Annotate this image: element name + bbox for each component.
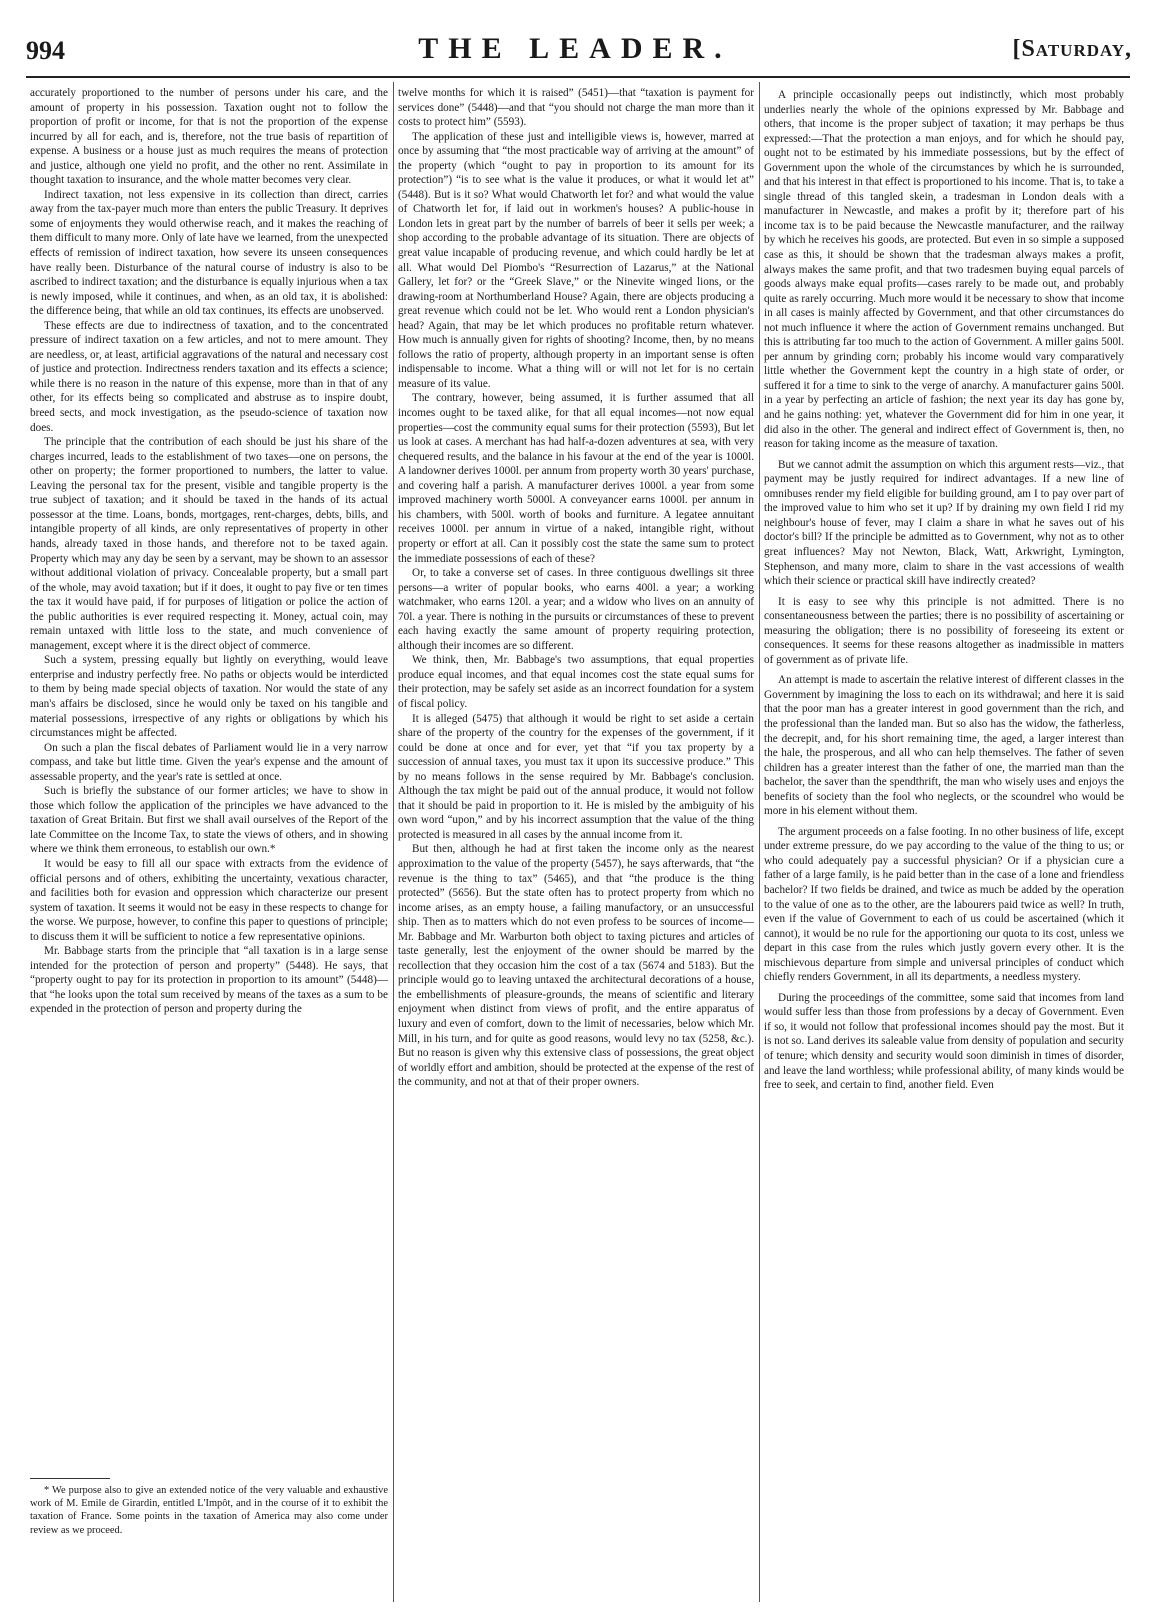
column-divider-2 <box>759 82 760 1602</box>
column-3-paragraph: During the proceedings of the committee, some said that incomes from land would suffer less than those from professions by a decay of Government. Even if so, it would not follow that professional incomes should pay the most. But it is not so. Land derives its saleable value from density of population and security of tenure; which density and security would soon diminish in times of disorder, and leave the land worthless; while professional ability, of many kinds would be free to seek, and certain to find, another field. Even <box>764 991 1124 1092</box>
column-1-paragraph: Such a system, pressing equally but lightly on everything, would leave enterprise and industry perfectly free. No paths or objects would be interdicted to them by being made special objects of taxation. Nor would the state of any man's affairs be disclosed, since he would only be taxed on his tangible and material possessions, irrespective of any rights or obligations by which his circumstances might be affected. <box>30 654 388 740</box>
footnote-text: * We purpose also to give an extended notice of the very valuable and exhaustive work of M. Emile de Girardin, entitled L'Impôt, and in the course of it to exhibit the taxation of France. Some points in the taxation of America may also come under review as we proceed. <box>30 1485 388 1536</box>
column-1-paragraph: The principle that the contribution of each should be just his share of the charges incurred, leads to the establishment of two taxes—one on persons, the other on property; the former proportioned to numbers, the latter to value. Leaving the personal tax for the present, visible and tangible property is the true subject of taxation; and it should be taxed in the hands of its actual possessor at the time. Loans, bonds, mortgages, rent-charges, debts, bills, and intangible property of all kinds, are only representatives of property in other hands, already taxed in those hands, and therefore not to be taxed again. Property which may any day be seen by a servant, may be shown to an assessor without additional violation of privacy. Concealable property, but a small part of the whole, may avoid taxation; but if it does, it ought to pay five or ten times the tax it would have paid, if for purposes of litigation or police the action of the public authorities is ever required respecting it. Money, actual coin, may remain untaxed with little loss to the state, and much convenience of management, except where it is the direct object of commerce. <box>30 436 388 652</box>
masthead-rule <box>26 76 1130 78</box>
column-1-paragraph: accurately proportioned to the number of persons under his care, and the amount of property in his possession. Taxation ought not to follow the proportion of profit or income, for that is not the proportion of the expense incurred by all for each, and is, therefore, not the true basis of repartition of expense. A business or a house just as much requires the means of protection and justice, although one yield no profit, and the other no rent. Assimilate in thought taxation to insurance, and the whole matter becomes very clear. <box>30 87 388 187</box>
page-number: 994 <box>26 36 65 65</box>
column-1-paragraph: Indirect taxation, not less expensive in its collection than direct, carries away from the tax-payer much more than enters the public Treasury. It deprives some of enjoyments they would otherwise reach, and it makes the reaching of them difficult to many more. Only of late have we learned, from the unexpected effects of remission of indirect taxation, how severe its unseen consequences have really been. Disturbance of the natural course of industry is also to be ascribed to indirect taxation; and the disturbance is equally injurious when a tax is newly imposed, while it continues, and when, as an old tax, it is abolished: the difference being, that while an old tax continues, its effects are unobserved. <box>30 188 388 318</box>
column-1-paragraph: Such is briefly the substance of our former articles; we have to show in those which follow the application of the principles we have advanced to the taxation of Great Britain. But first we shall avail ourselves of the Report of the late Committee on the Income Tax, to state the views of others, and in showing where we think them erroneous, to establish our own.* <box>30 785 388 856</box>
column-3-paragraph: But we cannot admit the assumption on which this argument rests—viz., that payment may be justly required for indirect advantages. If a new line of omnibuses render my field eligible for building ground, am I to pay over part of the improved value to him who set it up? If by draining my own field I rid my neighbour's house of fever, may I claim a share in what he saves out of his doctor's bill? If the principle be admitted as to Government, why not as to other great influences? May not Newton, Black, Watt, Arkwright, Lymington, Stephenson, and many more, claim to share in the vast accessions of wealth which their science or practical skill have indirectly created? <box>764 458 1124 588</box>
column-3-paragraph: An attempt is made to ascertain the relative interest of different classes in the Government by imagining the loss to each on its withdrawal; and here it is said that the poor man has a greater interest in good government than the rich, and the professional than the landed man. But so also has the widow, the fatherless, the decrepit, and, for his short remaining time, the aged, a larger interest than the hale, the prosperous, and all who can help themselves. The father of seven children has a greater interest than the father of one, the married man than the bachelor, the saver than the spendthrift, the man who wisely uses and enjoys the benefits of society than the fool who neglects, or the scoundrel who would be more in his element without them. <box>764 674 1124 818</box>
column-1-paragraph: These effects are due to indirectness of taxation, and to the concentrated pressure of indirect taxation on a few articles, and not to mere amount. They are needless, or, at least, artificial aggravations of the natural and necessary cost of justice and protection. Indirectness renders taxation and its effects a science; while there is no reason in the nature of this expense, more than in that of any other, for its effects being so complicated and abstruse as to inspire doubt, breed sects, and mock investigation, as the pseudo-science of taxation now does. <box>30 319 388 434</box>
column-1-paragraph: On such a plan the fiscal debates of Parliament would lie in a very narrow compass, and take but little time. Given the year's expense and the amount of assessable property, and the year's rate is settled at once. <box>30 741 388 783</box>
column-3-paragraph: It is easy to see why this principle is not admitted. There is no consentaneousness between the parties; there is no possibility of ascertaining or measuring the obligation; there is no possibility of foreseeing its extent or consequences. It seems for these reasons altogether as inadmissible in matters of government as of private life. <box>764 595 1124 666</box>
column-2-paragraph: But then, although he had at first taken the income only as the nearest approximation to the value of the property (5457), he says afterwards, that “the revenue is the thing to tax” (5465), and that “the produce is the thing protected” (5656). But the state often has to protect property from which no income arises, as an empty house, a failing manufactory, or an unsuccessful ship. Then as to matters which do not even profess to be sources of income—Mr. Babbage and Mr. Warburton both object to taxing pictures and articles of taste generally, lest the enjoyment of the owner should be marred by the recollection that they occasion him the cost of a tax (5674 and 5183). But the principle would go to leaving untaxed the architectural decorations of a house, the embellishments of pleasure-grounds, the means of scientific and literary enjoyment when distinct from views of profit, and the entire apparatus of luxury and even of comfort, down to the limit of necessaries, below which Mr. Mill, in his turn, and for quite as good reasons, would levy no tax (5258, &c.). But no reason is given why this extensive class of possessions, the great object of worldly effort and ambition, should be protected at the expense of the rest of the community, and not at that of their proper owners. <box>398 843 754 1089</box>
column-3-paragraph: The argument proceeds on a false footing. In no other business of life, except under extreme pressure, do we pay according to the value of the thing to us; or who could adequately pay a successful physician? Or if a physician cure a father of a large family, is he paid better than in the case of a lone and friendless bachelor? If two fields be drained, and twice as much be added by the operation to the value of one as to the other, are the labourers paid twice as well? In truth, even if the value of Government to each of us could be ascertained (which it cannot), it would be no rule for the apportioning our quota to its cost, unless we depart in this case from the rules which justly govern every other. It is the mischievous departure from simple and universal principles of conduct which chiefly renders Government, in all its departments, a needless mystery. <box>764 825 1124 984</box>
column-2-paragraph: twelve months for which it is raised” (5451)—that “taxation is payment for services done” (5448)—and that “you should not charge the man more than it costs to protect him” (5593). <box>398 87 754 129</box>
column-divider-1 <box>393 82 394 1602</box>
column-2-paragraph: The application of these just and intelligible views is, however, marred at once by assuming that “the most practicable way of arriving at the amount” of the property (which “ought to pay in proportion to its amount for its protection”) “is to see what is the value it produces, or what it would let at” (5448). But is it so? What would Chatworth let for? and what would the value of Chatworth let for, if laid out in workmen's houses? A public-house in London lets in great part by the number of barrels of beer it sells per week; a shop according to the probable advantage of its situation. There are objects of great value incapable of producing revenue, and which could hardly be let at all. What would Del Piombo's “Resurrection of Lazarus,” at the National Gallery, let for? or the “Greek Slave,” or the Ninevite winged lions, or the drawing-room at Northumberland House? Again, there are objects producing a great revenue which could not be let. Who would rent a London physician's head? Again, that may be let which produces no profitable return whatever. How much is annually given for rights of shooting? Income, then, by no means follows the ratio of property, although property in an important sense is often indispensable to income. What a thing will or will not let for is no certain measure of its value. <box>398 130 754 390</box>
issue-day: [Saturday, <box>1012 36 1132 62</box>
column-1-paragraph: Mr. Babbage starts from the principle that “all taxation is in a large sense intended for the protection of person and property” (5448). He says, that “property ought to pay for its protection in proportion to its amount” (5448)—that “he looks upon the total sum received by means of the taxes as a sum to be expended in the protection of person and property during the <box>30 945 388 1016</box>
article-column-2 <box>398 86 754 1601</box>
masthead <box>18 28 1132 76</box>
column-2-paragraph: Or, to take a converse set of cases. In three contiguous dwellings sit three persons—a writer of popular books, who earns 400l. a year; a working watchmaker, who earns 120l. a year; and a widow who lives on an annuity of 70l. a year. There is nothing in the pursuits or circumstances of these to prevent each having exactly the same amount of property requiring protection, although their incomes are so different. <box>398 567 754 652</box>
footnote <box>30 1484 388 1537</box>
article-column-3 <box>764 86 1124 1601</box>
newspaper-title: THE LEADER. <box>418 32 732 65</box>
column-2-paragraph: We think, then, Mr. Babbage's two assumptions, that equal properties produce equal incomes, and that equal incomes cost the state equal sums for their protection, may be safely set aside as an incorrect foundation for a system of fiscal policy. <box>398 654 754 710</box>
article-column-1 <box>30 86 388 1466</box>
footnote-rule <box>30 1478 110 1479</box>
column-1-paragraph: It would be easy to fill all our space with extracts from the evidence of official persons and of others, exhibiting the uncertainty, vexatious character, and facilities both for evasion and oppression which characterize our present system of taxation. It seems it would not be easy in these respects to change for the worse. We purpose, however, to confine this paper to questions of principle; to discuss them it will be sufficient to notice a few representative opinions. <box>30 857 388 943</box>
column-2-paragraph: The contrary, however, being assumed, it is further assumed that all incomes ought to be taxed alike, for that all equal incomes—not now equal properties—cost the community equal sums for their protection (5593), But let us look at cases. A merchant has had half-a-dozen adventures at sea, with very chequered results, and the balance in his favour at the end of the year is 1000l. A landowner derives 1000l. per annum from property worth 30 years' purchase, and covering half a parish. A manufacturer derives 1000l. a year from some improved machinery worth 5000l. A conveyancer earns 1000l. per annum in his chambers, with 500l. worth of books and furniture. A legatee annuitant receives 1000l. per annum in virtue of a naked, intangible right, without property or effort at all. Can it possibly cost the state the same sum to protect the immediate possessions of each of these? <box>398 392 754 565</box>
column-3-paragraph: A principle occasionally peeps out indistinctly, which most probably underlies nearly the whole of the opinions expressed by Mr. Babbage and others, that income is the proper subject of taxation; it may perhaps be thus expressed:—That the protection a man enjoys, and for which he should pay, ought not to be estimated by his immediate possessions, but by the effect of Government upon the whole of the circumstances by which he is surrounded, and that his interest in that effect is proportioned to his income. That is, to take a single thread of this tangled skein, a tradesman in London deals with a manufacturer in Newcastle, and makes a profit by it; therefore part of his income tax is to be paid because the Newcastle manufacturer, and the railway by which he receives his goods, are protected. But even in so simple a supposed case as this, it should be shown that the tradesman always makes a profit, always makes the same profit, and that two tradesmen buying equal parcels of goods always make equal profits—cases rarely to be made out, and probably quite as rarely occurring. Much more would it be necessary to show that income in all cases is mainly affected by Government, and that other circumstances do not much influence it where the action of Government remains unchanged. But this is attributing far too much to the action of Government. A miller gains 500l. per annum by grinding corn; probably his income would vary comparatively little whether the Government kept the country in a high state of order, or suffered it for a time to sink to the verge of anarchy. A manufacturer gains 500l. in a year by perfecting an article of fashion; the next year its day has gone by, and he gains nothing: yet, whatever the Government did for him in one year, it did also in the other. The general and indirect effect of Government is, then, no reason for taking income as the measure of taxation. <box>764 89 1124 451</box>
column-2-paragraph: It is alleged (5475) that although it would be right to set aside a certain share of the property of the country for the expenses of the government, if it could be done at once and for ever, yet that “if you tax property by a succession of annual taxes, you must tax it upon its successive produce.” This by no means follows in the sense required by Mr. Babbage's conclusion. Although the tax might be paid out of the annual produce, it would not follow that it should be paid in proportion to it. He is misled by the ambiguity of his own word “upon,” and by his incorrect assumption that the value of the thing protected is measured in all cases by the annual income from it. <box>398 712 754 841</box>
